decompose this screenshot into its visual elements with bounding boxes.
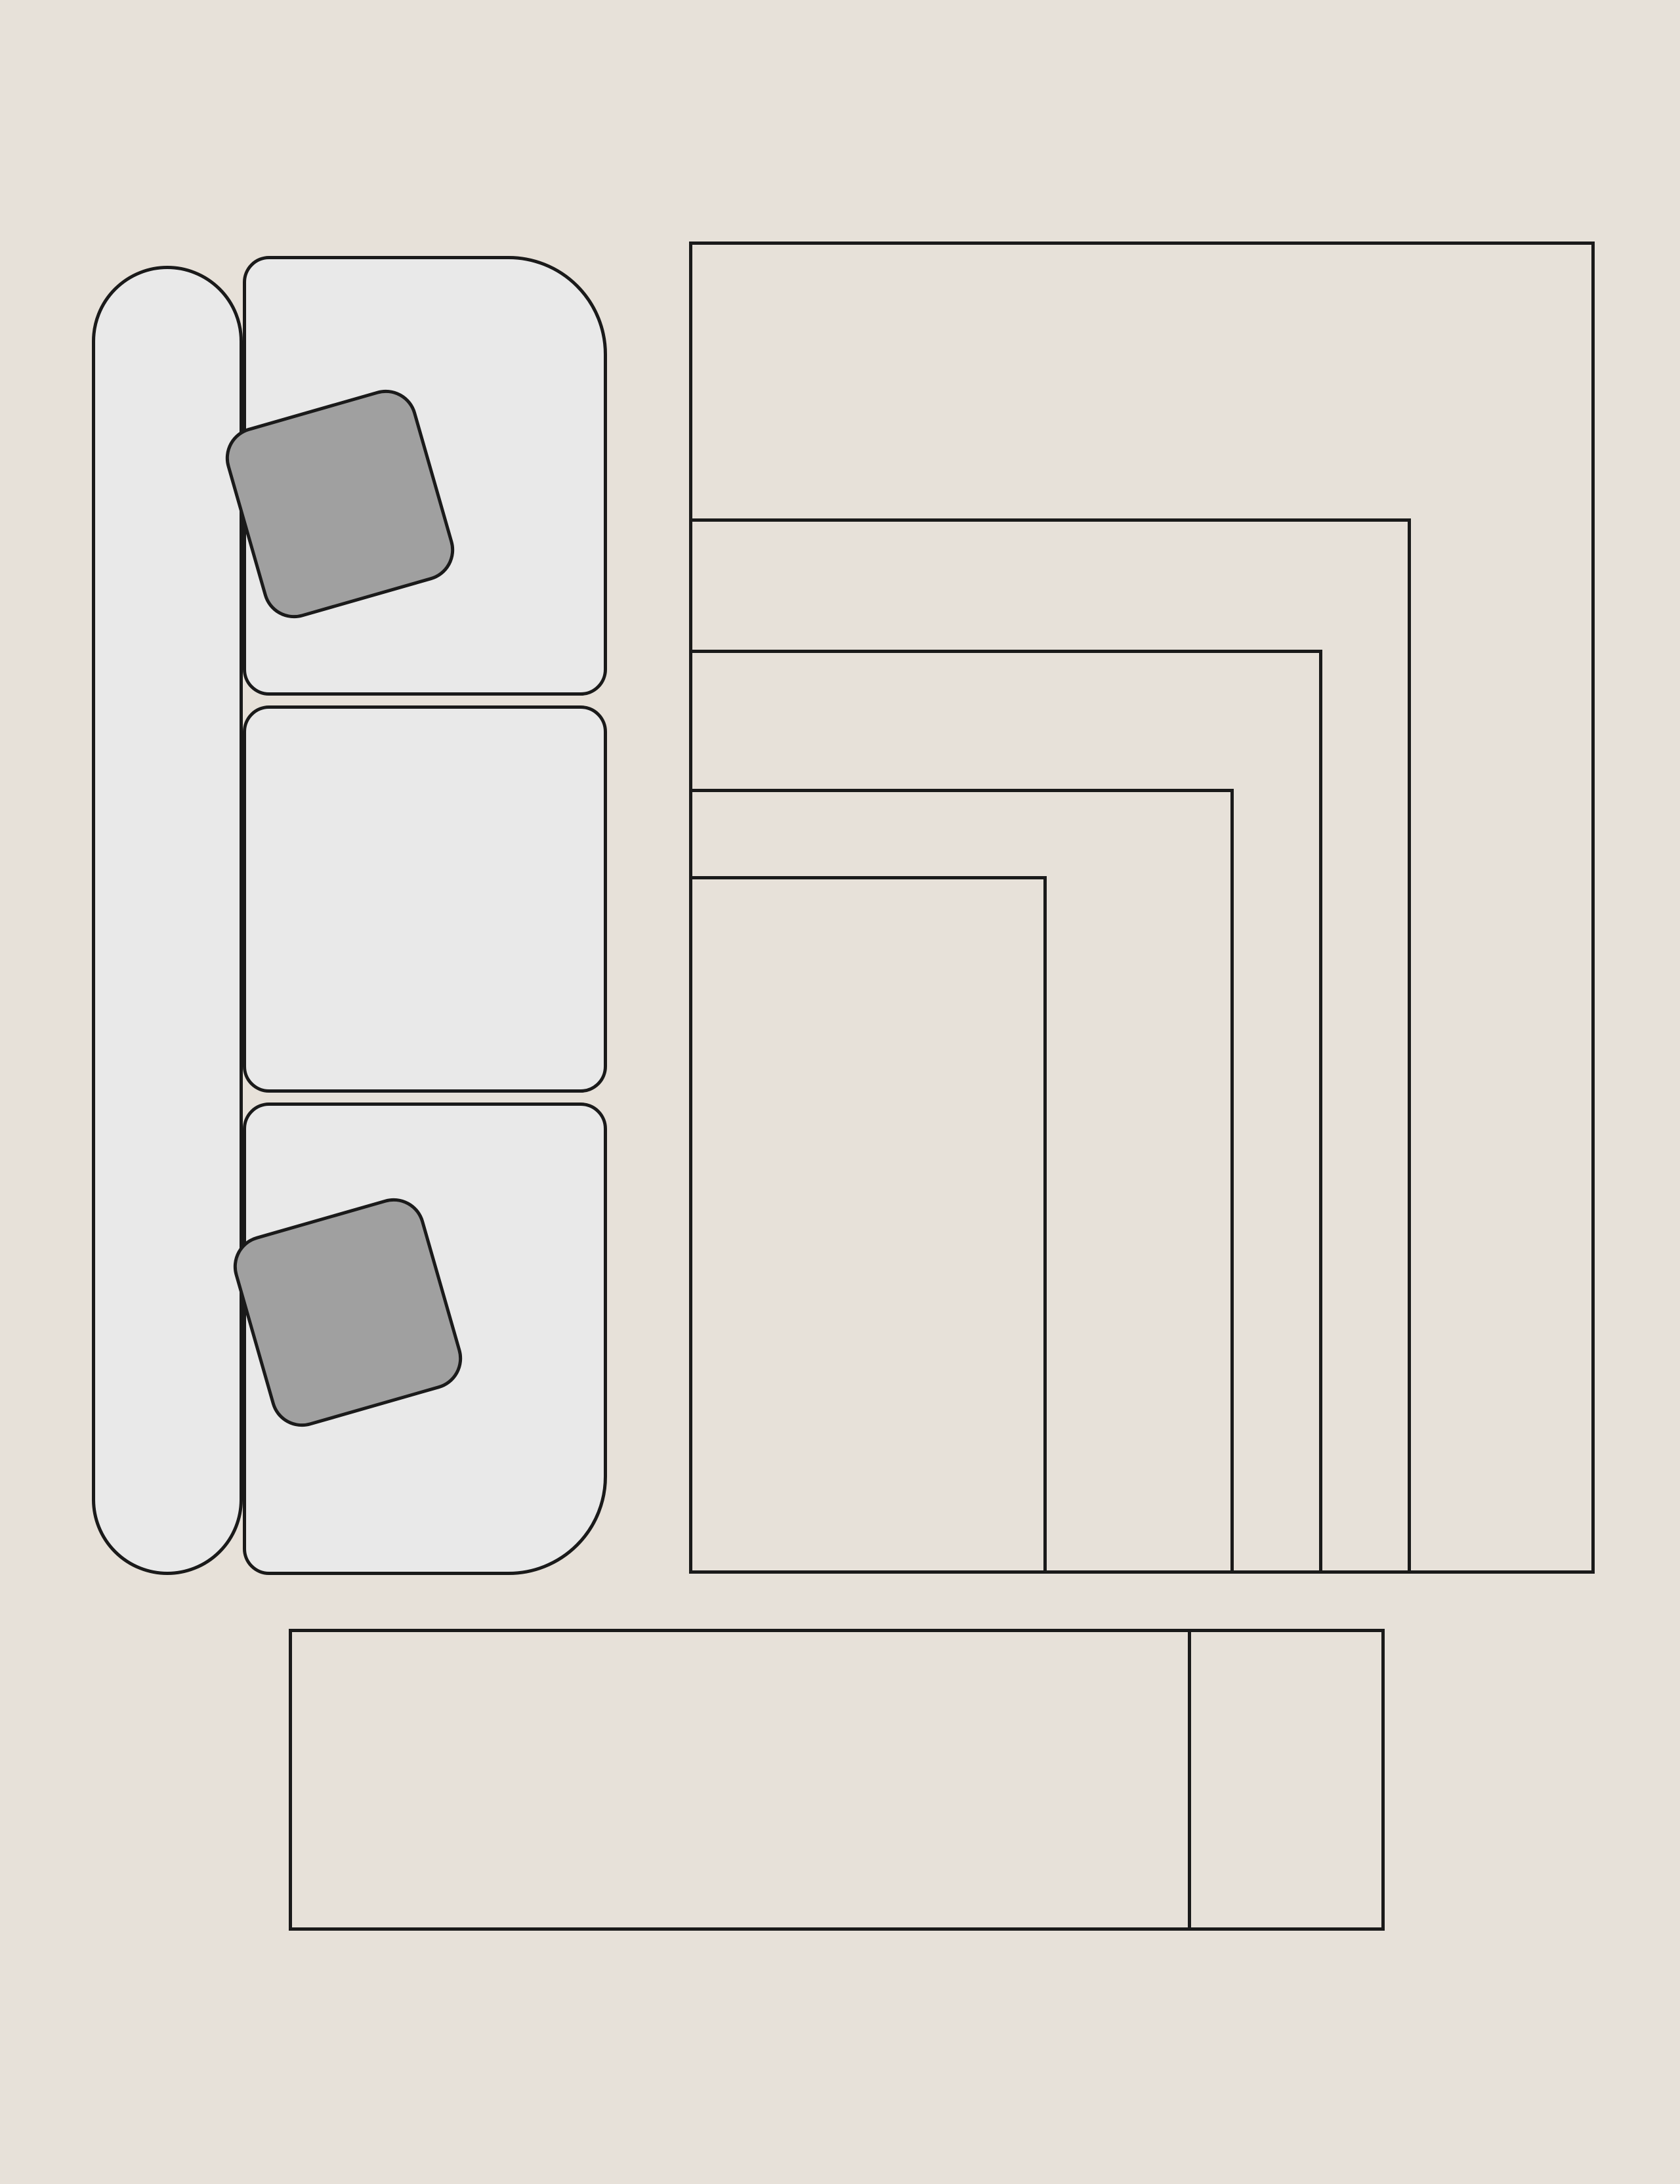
sofa-backrest xyxy=(92,266,243,1575)
rug-size-80x150 xyxy=(689,876,1047,1574)
sofa-seat-cushion-middle xyxy=(243,705,607,1093)
runner-size-66x200 xyxy=(289,1629,1191,1931)
